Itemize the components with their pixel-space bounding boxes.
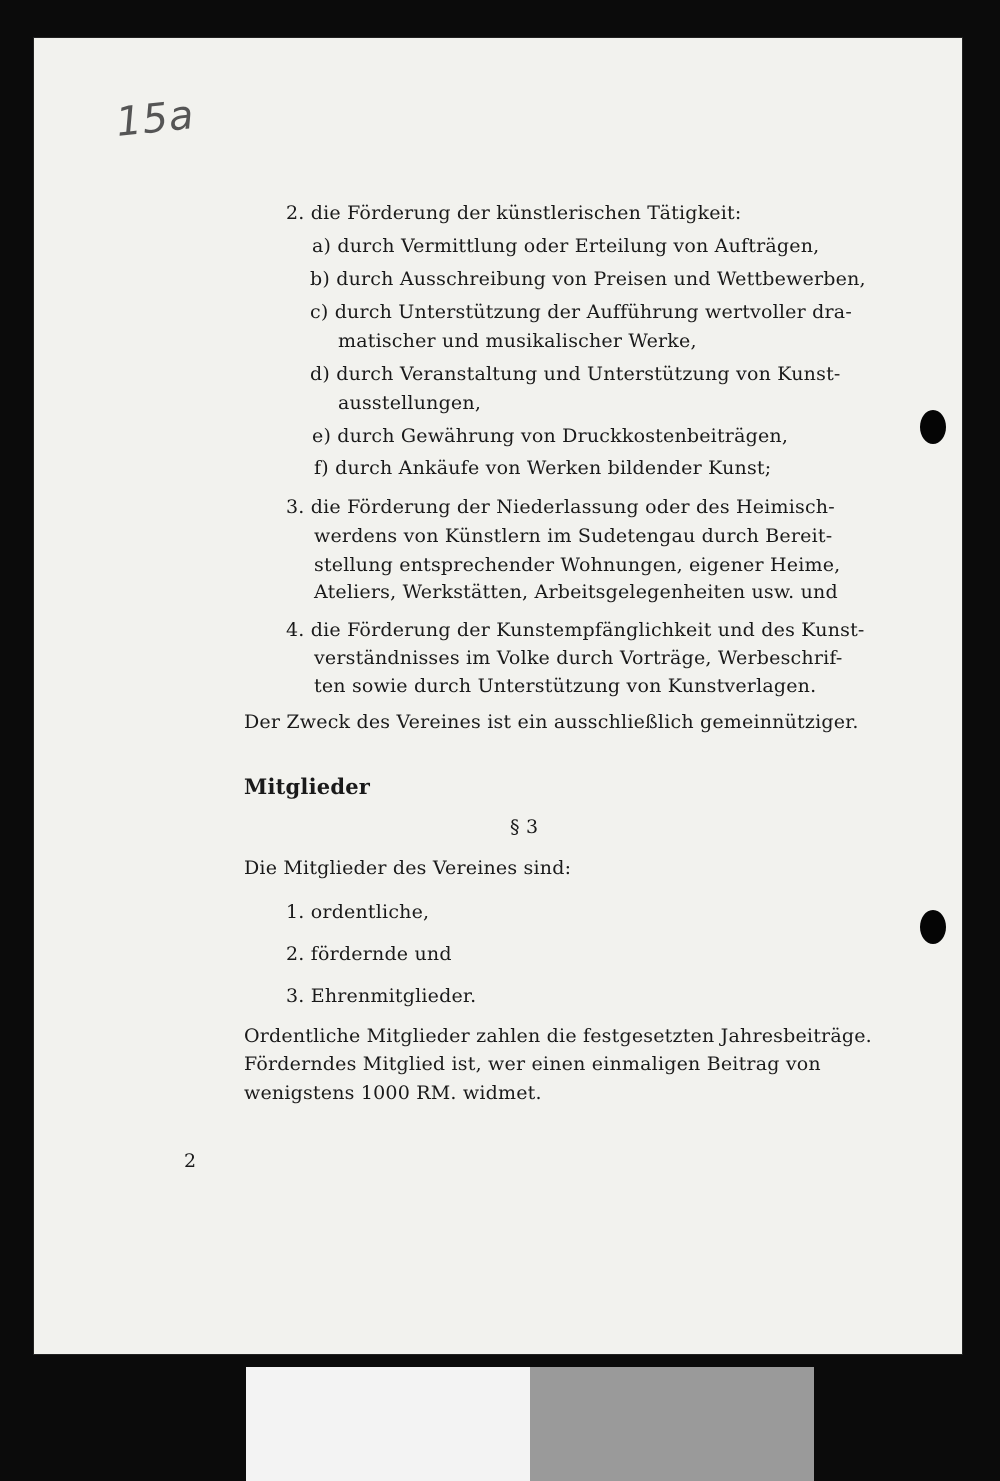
item-2-intro: 2. die Förderung der künstlerischen Tätigkeit: [286, 202, 742, 224]
item-2d-line2: ausstellungen, [338, 392, 482, 414]
item-3-line4: Ateliers, Werkstätten, Arbeitsgelegenheiten usw. und [314, 581, 838, 603]
item-2c-line1: c) durch Unterstützung der Aufführung wertvoller dra- [310, 301, 852, 323]
item-4-line3: ten sowie durch Unterstützung von Kunstverlagen. [314, 675, 817, 697]
item-2a: a) durch Vermittlung oder Erteilung von Aufträgen, [312, 235, 820, 257]
members-intro: Die Mitglieder des Vereines sind: [244, 857, 572, 879]
final-line-3: wenigstens 1000 RM. widmet. [244, 1082, 542, 1104]
item-2f: f) durch Ankäufe von Werken bildender Kunst; [314, 457, 772, 479]
final-line-2: Förderndes Mitglied ist, wer einen einmaligen Beitrag von [244, 1053, 821, 1075]
calibration-strip-light [246, 1367, 530, 1481]
punch-hole-lower [920, 910, 946, 944]
section-heading-members: Mitglieder [244, 774, 371, 799]
item-3-line3: stellung entsprechender Wohnungen, eigener Heime, [314, 554, 841, 576]
calibration-strip-gray [530, 1367, 814, 1481]
member-type-3: 3. Ehrenmitglieder. [286, 985, 477, 1007]
item-4-line1: 4. die Förderung der Kunstempfänglichkeit und des Kunst- [286, 619, 865, 641]
item-4-line2: verständnisses im Volke durch Vorträge, Werbeschrif- [314, 647, 843, 669]
item-3-line1: 3. die Förderung der Niederlassung oder des Heimisch- [286, 496, 835, 518]
item-2c-line2: matischer und musikalischer Werke, [338, 330, 697, 352]
punch-hole-upper [920, 410, 946, 444]
item-2d-line1: d) durch Veranstaltung und Unterstützung von Kunst- [310, 363, 841, 385]
item-3-line2: werdens von Künstlern im Sudetengau durch Bereit- [314, 525, 833, 547]
page-number: 2 [184, 1150, 197, 1172]
member-type-1: 1. ordentliche, [286, 901, 430, 923]
purpose-statement: Der Zweck des Vereines ist ein ausschließlich gemeinnütziger. [244, 711, 859, 733]
item-2b: b) durch Ausschreibung von Preisen und Wettbewerben, [310, 268, 866, 290]
section-number: § 3 [510, 816, 539, 838]
item-2e: e) durch Gewährung von Druckkostenbeiträgen, [312, 425, 789, 447]
final-line-1: Ordentliche Mitglieder zahlen die festgesetzten Jahresbeiträge. [244, 1025, 872, 1047]
handwritten-page-note: 15a [113, 92, 197, 146]
member-type-2: 2. fördernde und [286, 943, 452, 965]
